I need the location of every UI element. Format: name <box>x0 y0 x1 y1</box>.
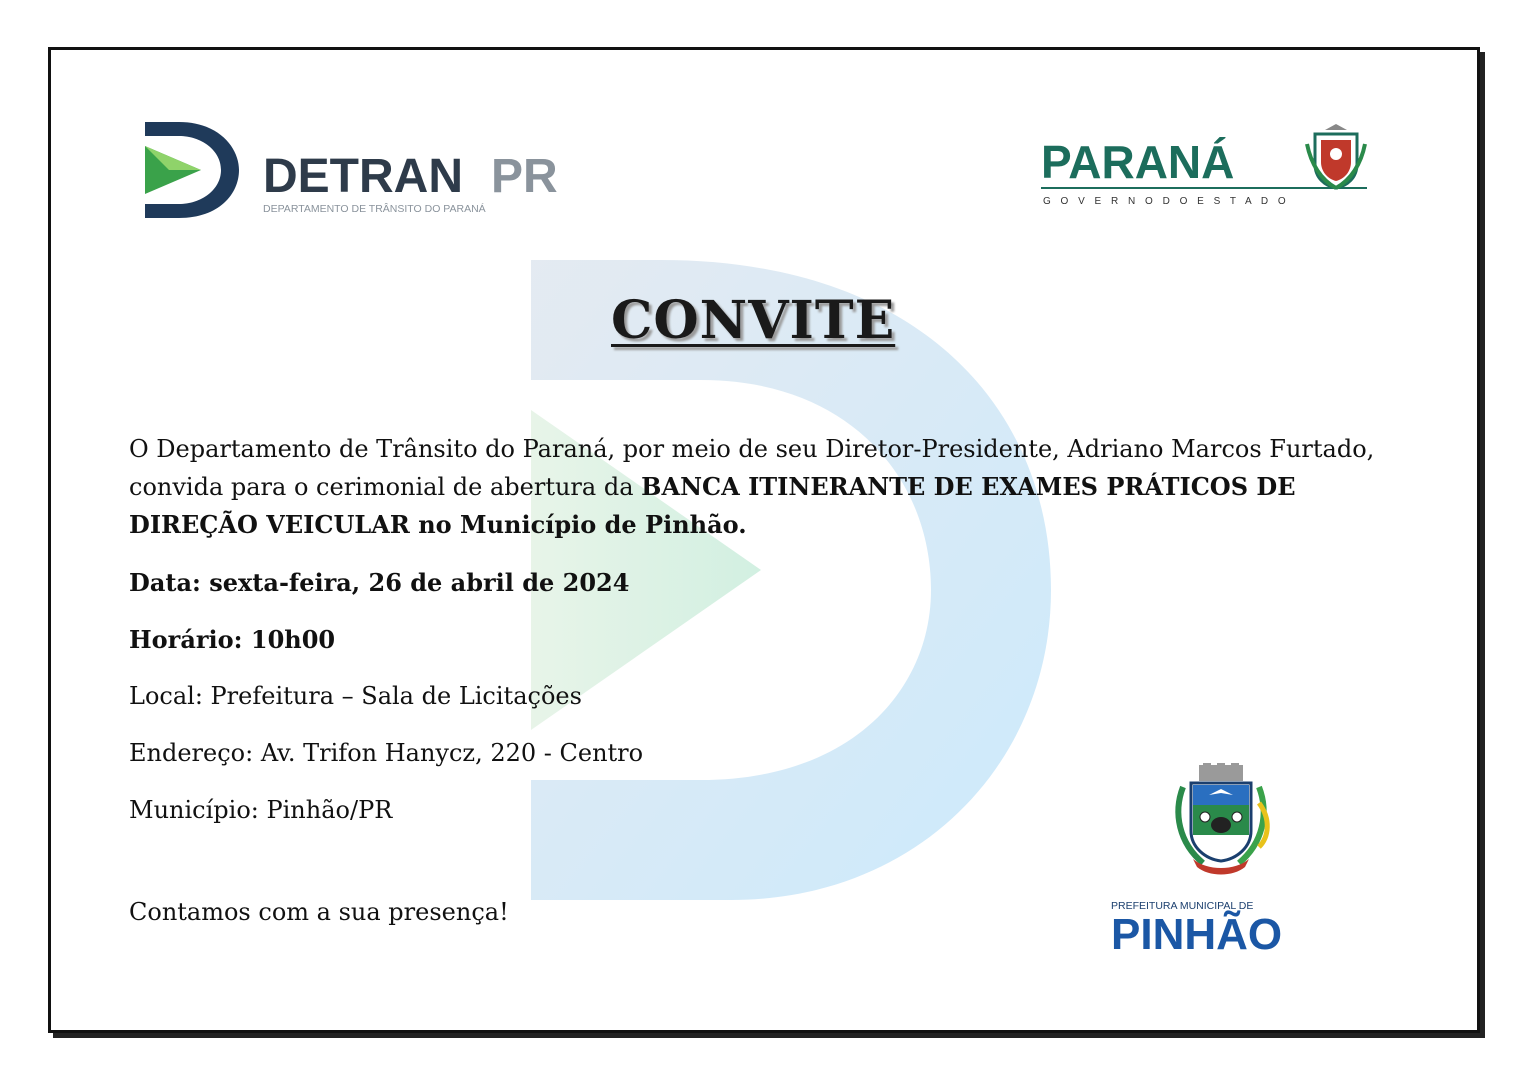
pinhao-coat-of-arms-icon <box>1178 763 1267 875</box>
pinhao-logo <box>1111 763 1331 953</box>
parana-subtitle: G O V E R N O D O E S T A D O <box>1043 196 1290 207</box>
parana-coat-of-arms-icon <box>1307 124 1365 188</box>
event-city: Município: Pinhão/PR <box>129 796 393 824</box>
invitation-body <box>129 430 1429 544</box>
invitation-title: CONVITE <box>611 290 896 351</box>
intro-paragraph <box>129 430 1429 544</box>
intro-text: O Departamento de Trânsito do Paraná, por meio de seu Diretor-Presidente, Adriano Marcos Furtado, convida para o cerimonial de abertura da <box>129 435 1375 501</box>
event-time: Horário: 10h00 <box>129 625 336 654</box>
pinhao-caption: PREFEITURA MUNICIPAL DE <box>1111 900 1254 912</box>
closing-text: Contamos com a sua presença! <box>129 898 509 926</box>
pinhao-name: PINHÃO <box>1111 910 1283 953</box>
detran-name: DETRAN <box>263 150 463 203</box>
parana-logo <box>1037 120 1377 210</box>
invitation-frame <box>48 47 1480 1033</box>
event-address: Endereço: Av. Trifon Hanycz, 220 - Centro <box>129 739 644 767</box>
event-date: Data: sexta-feira, 26 de abril de 2024 <box>129 568 630 597</box>
event-location: Local: Prefeitura – Sala de Licitações <box>129 682 582 710</box>
event-name: BANCA ITINERANTE DE EXAMES PRÁTICOS DE DIREÇÃO VEICULAR no Município de Pinhão. <box>129 472 1296 539</box>
detran-logo <box>139 120 579 230</box>
detran-subtitle: DEPARTAMENTO DE TRÂNSITO DO PARANÁ <box>263 203 486 215</box>
parana-name: PARANÁ <box>1041 136 1235 188</box>
detran-suffix: PR <box>491 150 558 203</box>
